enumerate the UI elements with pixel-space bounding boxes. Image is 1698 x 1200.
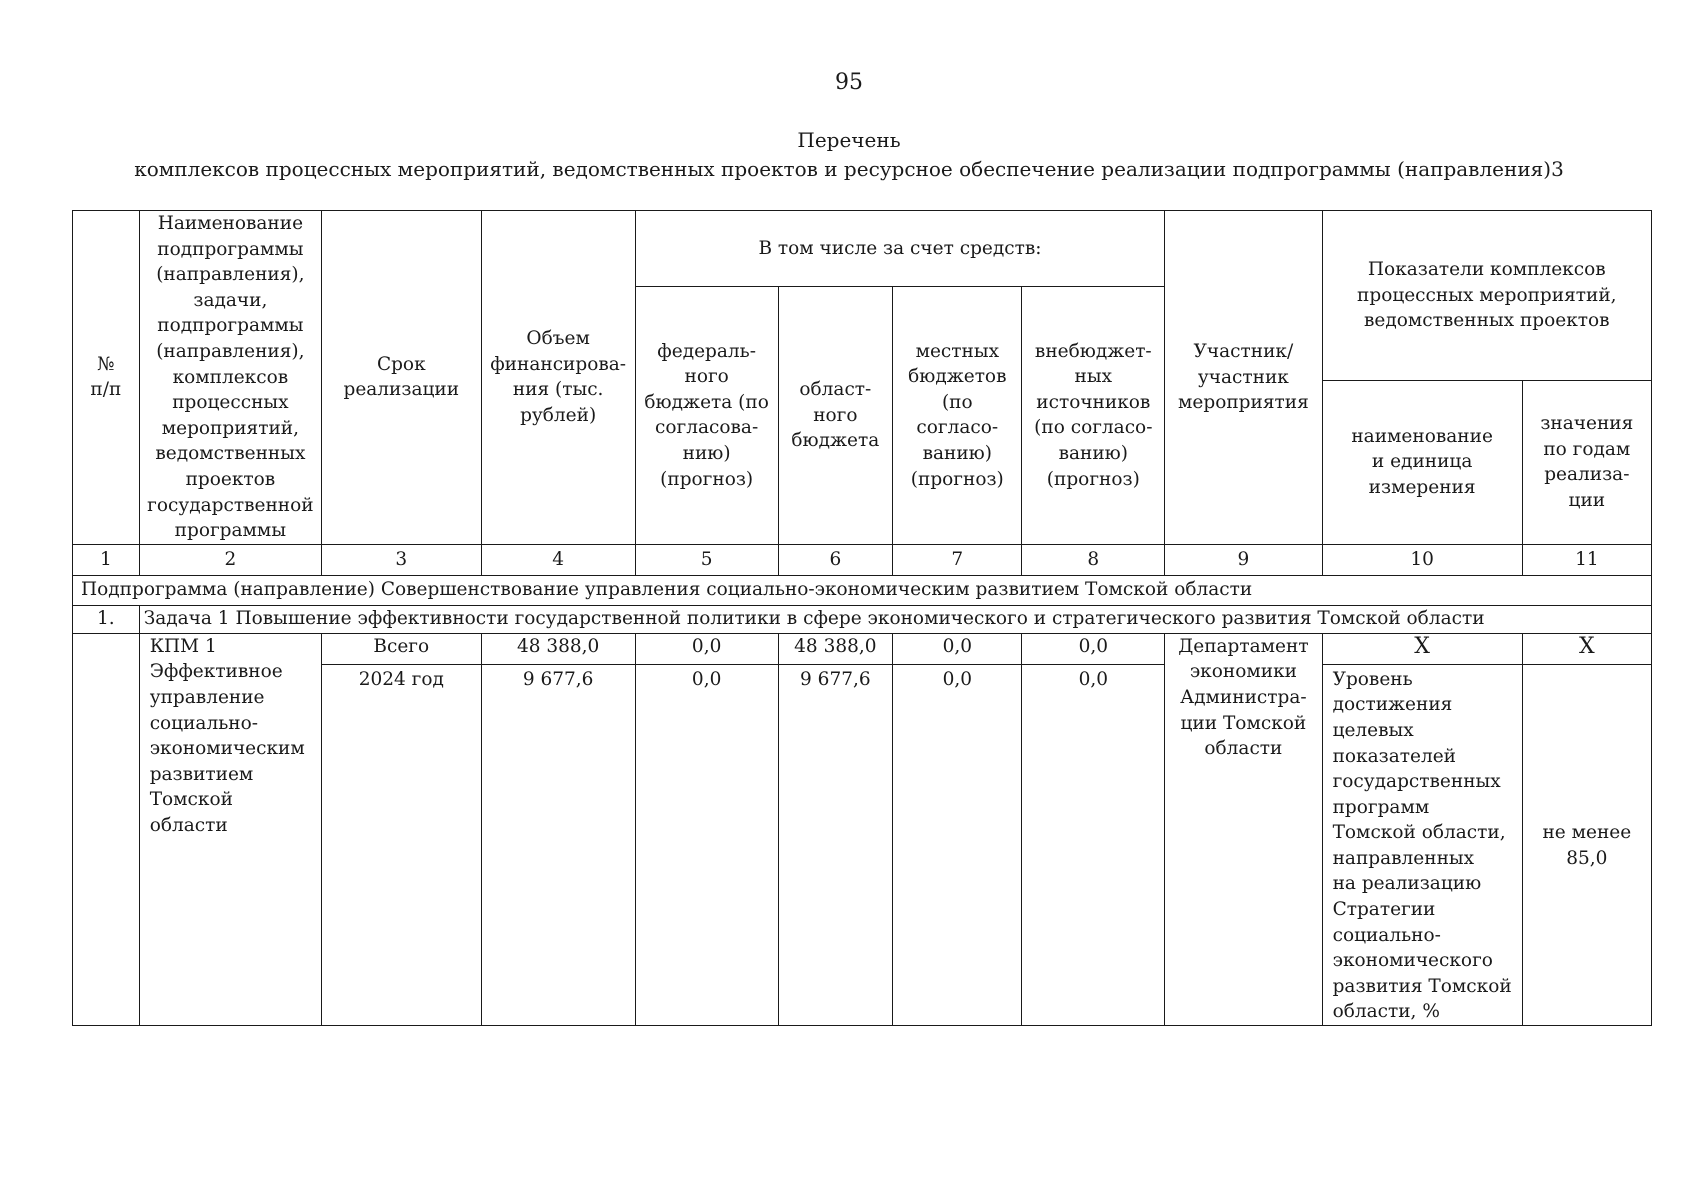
value-cell: Х bbox=[1522, 633, 1651, 664]
period-cell: 2024 год bbox=[322, 664, 481, 1025]
header-col-11: значения по годам реализа- ции bbox=[1522, 380, 1651, 544]
extra-cell: 0,0 bbox=[1022, 633, 1165, 664]
column-number-row bbox=[73, 544, 1652, 575]
header-col-8: внебюджет- ных источников (по согласо- ванию) (прогноз) bbox=[1022, 287, 1165, 545]
volume-cell: 9 677,6 bbox=[481, 664, 635, 1025]
document-title: Перечень bbox=[797, 128, 901, 152]
header-col-7: местных бюджетов (по согласо- ванию) (прогноз) bbox=[893, 287, 1022, 545]
header-group-funds: В том числе за счет средств: bbox=[635, 211, 1164, 287]
page-number: 95 bbox=[835, 70, 863, 95]
regional-cell: 48 388,0 bbox=[778, 633, 893, 664]
extra-cell: 0,0 bbox=[1022, 664, 1165, 1025]
local-cell: 0,0 bbox=[893, 664, 1022, 1025]
period-cell: Всего bbox=[322, 633, 481, 664]
document-subtitle: комплексов процессных мероприятий, ведомственных проектов и ресурсное обеспечение реализации подпрограммы (направления)3 bbox=[134, 157, 1564, 181]
local-cell: 0,0 bbox=[893, 633, 1022, 664]
header-group-indicators: Показатели комплексов процессных мероприятий, ведомственных проектов bbox=[1322, 211, 1651, 381]
col-number: 11 bbox=[1522, 544, 1651, 575]
header-row-1 bbox=[73, 211, 1652, 287]
subprogram-row bbox=[73, 575, 1652, 605]
regional-cell: 9 677,6 bbox=[778, 664, 893, 1025]
col-number: 6 bbox=[778, 544, 893, 575]
col-number: 5 bbox=[635, 544, 778, 575]
task-number: 1. bbox=[73, 605, 140, 633]
header-col-9: Участник/ участник мероприятия bbox=[1165, 211, 1322, 545]
task-title: Задача 1 Повышение эффективности государственной политики в сфере экономического и стратегического развития Томской области bbox=[139, 605, 1651, 633]
header-col-1: № п/п bbox=[73, 211, 140, 545]
federal-cell: 0,0 bbox=[635, 664, 778, 1025]
value-cell: не менее 85,0 bbox=[1522, 664, 1651, 1025]
col-number: 7 bbox=[893, 544, 1022, 575]
task-row bbox=[73, 605, 1652, 633]
indicator-cell: Х bbox=[1322, 633, 1522, 664]
header-col-3: Срок реализации bbox=[322, 211, 481, 545]
indicator-cell: Уровень достижения целевых показателей государственных программ Томской области, направленных на реализацию Стратегии социально- экономического развития Томской области, % bbox=[1322, 664, 1522, 1025]
header-col-6: област- ного бюджета bbox=[778, 287, 893, 545]
subprogram-title: Подпрограмма (направление) Совершенствование управления социально-экономическим развитием Томской области bbox=[73, 575, 1652, 605]
col-number: 3 bbox=[322, 544, 481, 575]
header-col-4: Объем финансирова- ния (тыс. рублей) bbox=[481, 211, 635, 545]
header-col-5: федераль- ного бюджета (по согласова- нию) (прогноз) bbox=[635, 287, 778, 545]
empty-cell bbox=[73, 633, 140, 1025]
col-number: 10 bbox=[1322, 544, 1522, 575]
volume-cell: 48 388,0 bbox=[481, 633, 635, 664]
col-number: 2 bbox=[139, 544, 321, 575]
participant-cell: Департамент экономики Администра- ции Томской области bbox=[1165, 633, 1322, 1025]
col-number: 8 bbox=[1022, 544, 1165, 575]
header-col-10: наименование и единица измерения bbox=[1322, 380, 1522, 544]
header-col-2: Наименование подпрограммы (направления), задачи, подпрограммы (направления), комплексов процессных мероприятий, ведомственных проектов государственной программы bbox=[139, 211, 321, 545]
col-number: 4 bbox=[481, 544, 635, 575]
kpm-name: КПМ 1 Эффективное управление социально- экономическим развитием Томской области bbox=[139, 633, 321, 1025]
col-number: 1 bbox=[73, 544, 140, 575]
col-number: 9 bbox=[1165, 544, 1322, 575]
federal-cell: 0,0 bbox=[635, 633, 778, 664]
table-row-total bbox=[73, 633, 1652, 664]
program-table bbox=[72, 210, 1652, 1026]
